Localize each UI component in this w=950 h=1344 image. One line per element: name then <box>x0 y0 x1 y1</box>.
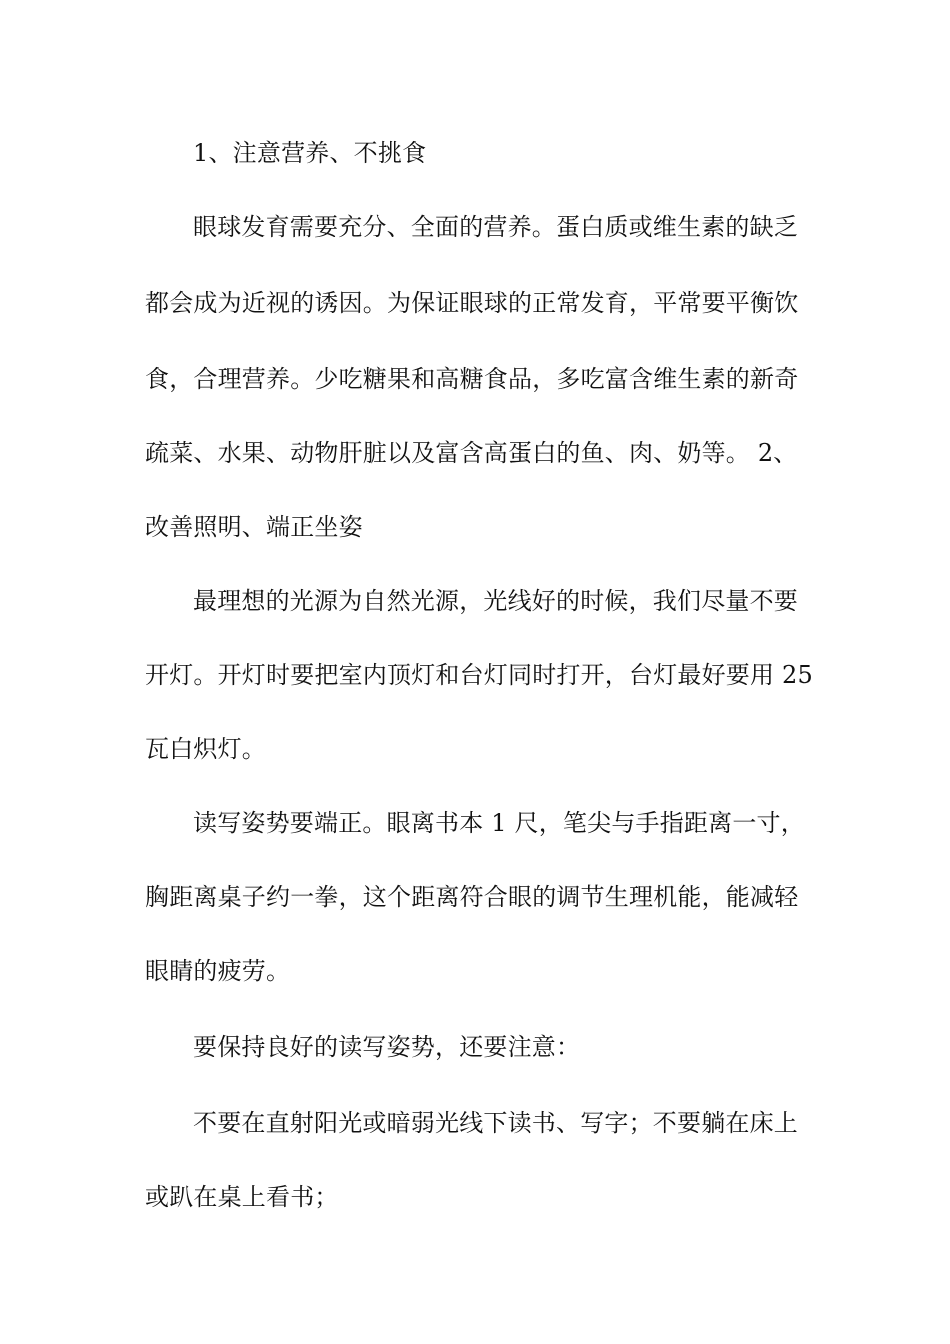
paragraph-line: 不要在直射阳光或暗弱光线下读书、写字；不要躺在床上 <box>193 1109 798 1137</box>
paragraph-line: 胸距离桌子约一拳，这个距离符合眼的调节生理机能，能减轻 <box>145 883 799 911</box>
paragraph-line: 读写姿势要端正。眼离书本 1 尺，笔尖与手指距离一寸， <box>193 809 805 837</box>
section-heading-nutrition: 1、注意营养、不挑食 <box>193 139 427 167</box>
paragraph-line: 眼睛的疲劳。 <box>145 957 291 985</box>
paragraph-line: 开灯。开灯时要把室内顶灯和台灯同时打开，台灯最好要用 25 <box>145 661 813 689</box>
section-heading-lighting: 改善照明、端正坐姿 <box>145 513 363 541</box>
paragraph-line: 要保持良好的读写姿势，还要注意： <box>193 1033 581 1061</box>
paragraph-line: 食，合理营养。少吃糖果和高糖食品，多吃富含维生素的新奇 <box>145 365 799 393</box>
paragraph-line: 眼球发育需要充分、全面的营养。蛋白质或维生素的缺乏 <box>193 213 798 241</box>
paragraph-line: 都会成为近视的诱因。为保证眼球的正常发育，平常要平衡饮 <box>145 289 799 317</box>
paragraph-line: 最理想的光源为自然光源，光线好的时候，我们尽量不要 <box>193 587 798 615</box>
paragraph-line: 瓦白炽灯。 <box>145 735 266 763</box>
paragraph-line: 或趴在桌上看书； <box>145 1183 339 1211</box>
paragraph-line: 疏菜、水果、动物肝脏以及富含高蛋白的鱼、肉、奶等。 2、 <box>145 439 798 467</box>
